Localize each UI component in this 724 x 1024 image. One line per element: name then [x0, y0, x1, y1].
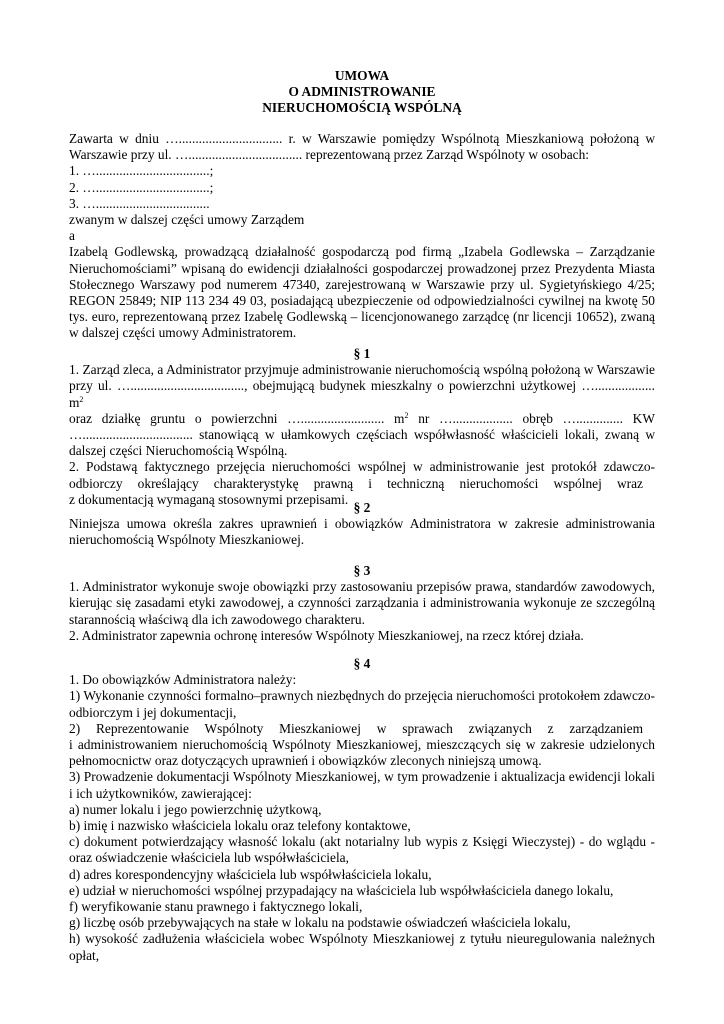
section-line: 1. Administrator wykonuje swoje obowiązki przy zastosowaniu przepisów prawa, standardów zawodowych, [69, 579, 655, 595]
section-line: 2. Podstawą faktycznego przejęcia nieruchomości wspólnej w administrowanie jest protokół zdawczo- [69, 459, 655, 475]
section-line: i ich użytkowników, zawierającej: [69, 785, 252, 801]
section-line: dalszej części Nieruchomością Wspólną. [69, 443, 288, 459]
admin-line: Izabelą Godlewską, prowadzącą działalność gospodarczą pod firmą „Izabela Godlewska – Zarządzanie [69, 244, 655, 260]
section-line: i administrowaniem nieruchomością Wspólnoty Mieszkaniowej, mieszczących się w zakresie udzielonych [69, 737, 655, 753]
intro-line: Warszawie przy ul. ….................................. reprezentowaną przez Zarząd Wspólnoty w osobach: [69, 147, 589, 163]
board-member-2: 2. …..................................; [69, 179, 214, 195]
section-line: 1. Do obowiązków Administratora należy: [69, 672, 297, 688]
admin-line: REGON 25849; NIP 113 234 49 03, posiadającą ubezpieczenie od odpowiedzialności cywilnej na kwotę 50 [69, 293, 655, 309]
admin-line: Nieruchomościami” wpisaną do ewidencji działalności gospodarczej prowadzonej przez Prezydenta Miasta [69, 260, 655, 276]
superscript: 2 [79, 394, 84, 404]
section-line: 1) Wykonanie czynności formalno–prawnych niezbędnych do przejęcia nieruchomości protokołem zdawczo- [69, 688, 655, 704]
section-line: pełnomocnictw oraz dotyczących uprawnień i obowiązków zleconych niniejszą umową. [69, 753, 542, 769]
title-line-2: O ADMINISTROWANIE [288, 84, 436, 99]
admin-line: w dalszej części umowy Administratorem. [69, 325, 297, 341]
section-line: 2. Administrator zapewnia ochronę interesów Wspólnoty Mieszkaniowej, na rzecz której działa. [69, 627, 584, 643]
list-item: opłat, [69, 947, 100, 963]
list-item: a) numer lokalu i jego powierzchnię użytkową, [69, 801, 322, 817]
board-member-3: 3. ….................................. [69, 195, 210, 211]
section-line: nieruchomością Wspólnoty Mieszkaniowej. [69, 532, 305, 548]
section-2 [69, 500, 655, 549]
section-line: z dokumentacją wymaganą stosownymi przepisami. [69, 491, 349, 507]
section-heading: § 4 [353, 656, 371, 671]
list-item: f) weryfikowanie stanu prawnego i faktycznego lokali, [69, 899, 363, 915]
section-line: 2) Reprezentowanie Wspólnoty Mieszkaniowej w sprawach związanych z zarządzaniem [69, 720, 643, 736]
document-title [69, 68, 655, 116]
section-line: 1. Zarząd zleca, a Administrator przyjmuje administrowanie nieruchomością wspólną położoną w Warszawie [69, 362, 655, 378]
section-line: …................................. stanowiącą w ułamkowych częściach współwłasność właścicieli lokali, zwaną w [69, 427, 655, 443]
admin-line: Stołecznego Warszawy pod numerem 47340, zarejestrowaną w Warszawie przy ul. Sygietyńskiego 4/25; [69, 276, 655, 292]
section-line: starannością właściwą dla ich zawodowego charakteru. [69, 611, 365, 627]
superscript: 2 [404, 410, 409, 420]
section-line [69, 411, 655, 427]
section-heading: § 3 [353, 563, 371, 578]
section-line [69, 378, 655, 410]
intro-line: a [69, 228, 75, 244]
list-item: oraz oświadczenie właściciela lub współwłaściciela, [69, 850, 349, 866]
list-item: e) udział w nieruchomości wspólnej przypadający na właściciela lub współwłaściciela danego lokalu, [69, 882, 614, 898]
list-item: d) adres korespondencyjny właściciela lub współwłaściciela lokalu, [69, 866, 432, 882]
list-item: b) imię i nazwisko właściciela lokalu oraz telefony kontaktowe, [69, 818, 411, 834]
section-heading: § 2 [353, 500, 371, 515]
intro-line: Zawarta w dniu …............................... r. w Warszawie pomiędzy Wspólnotą Mieszkaniową położoną w [69, 131, 655, 146]
title-line-3: NIERUCHOMOŚCIĄ WSPÓLNĄ [262, 100, 462, 115]
section-line-text: przy ul. ….................................., obejmującą budynek mieszkalny o powierzchni użytkowej ….................. m [69, 378, 655, 410]
section-line: Niniejsza umowa określa zakres uprawnień i obowiązków Administratora w zakresie administrowania [69, 516, 655, 532]
section-3 [69, 563, 655, 644]
intro-line: zwanym w dalszej części umowy Zarządem [69, 212, 305, 228]
section-line: odbiorczym i jej dokumentacji, [69, 704, 237, 720]
section-line: kierując się zasadami etyki zawodowej, a czynności zarządzania i administrowania wykonuje ze szczególną [69, 595, 655, 611]
section-line: 3) Prowadzenie dokumentacji Wspólnoty Mieszkaniowej, w tym prowadzenie i aktualizacja ewidencji lokali [69, 769, 655, 785]
section-heading: § 1 [353, 346, 371, 361]
admin-line: tys. euro, reprezentowaną przez Izabelę Godlewską – licencjonowanego zarządcę (nr licencji 10652), zwaną [69, 309, 655, 325]
list-item: h) wysokość zadłużenia właściciela wobec Wspólnoty Mieszkaniowej z tytułu nieuregulowania należnych [69, 931, 655, 947]
list-item: g) liczbę osób przebywających na stałe w lokalu na podstawie oświadczeń właściciela lokalu, [69, 915, 571, 931]
section-line-text: nr ….................. obręb ….............. KW [408, 410, 655, 426]
section-1 [69, 346, 655, 508]
title-line-1: UMOWA [334, 68, 390, 83]
section-line-text: oraz działkę gruntu o powierzchni …......................... m [69, 410, 405, 426]
section-line: odbiorczy określający charakterystykę prawną i techniczną nieruchomości wspólnej wraz [69, 475, 643, 491]
list-item: c) dokument potwierdzający własność lokalu (akt notarialny lub wypis z Księgi Wieczystej) - do wglądu - [69, 834, 655, 850]
board-member-1: 1. …..................................; [69, 163, 214, 179]
intro-section [69, 131, 655, 342]
section-4 [69, 656, 655, 964]
